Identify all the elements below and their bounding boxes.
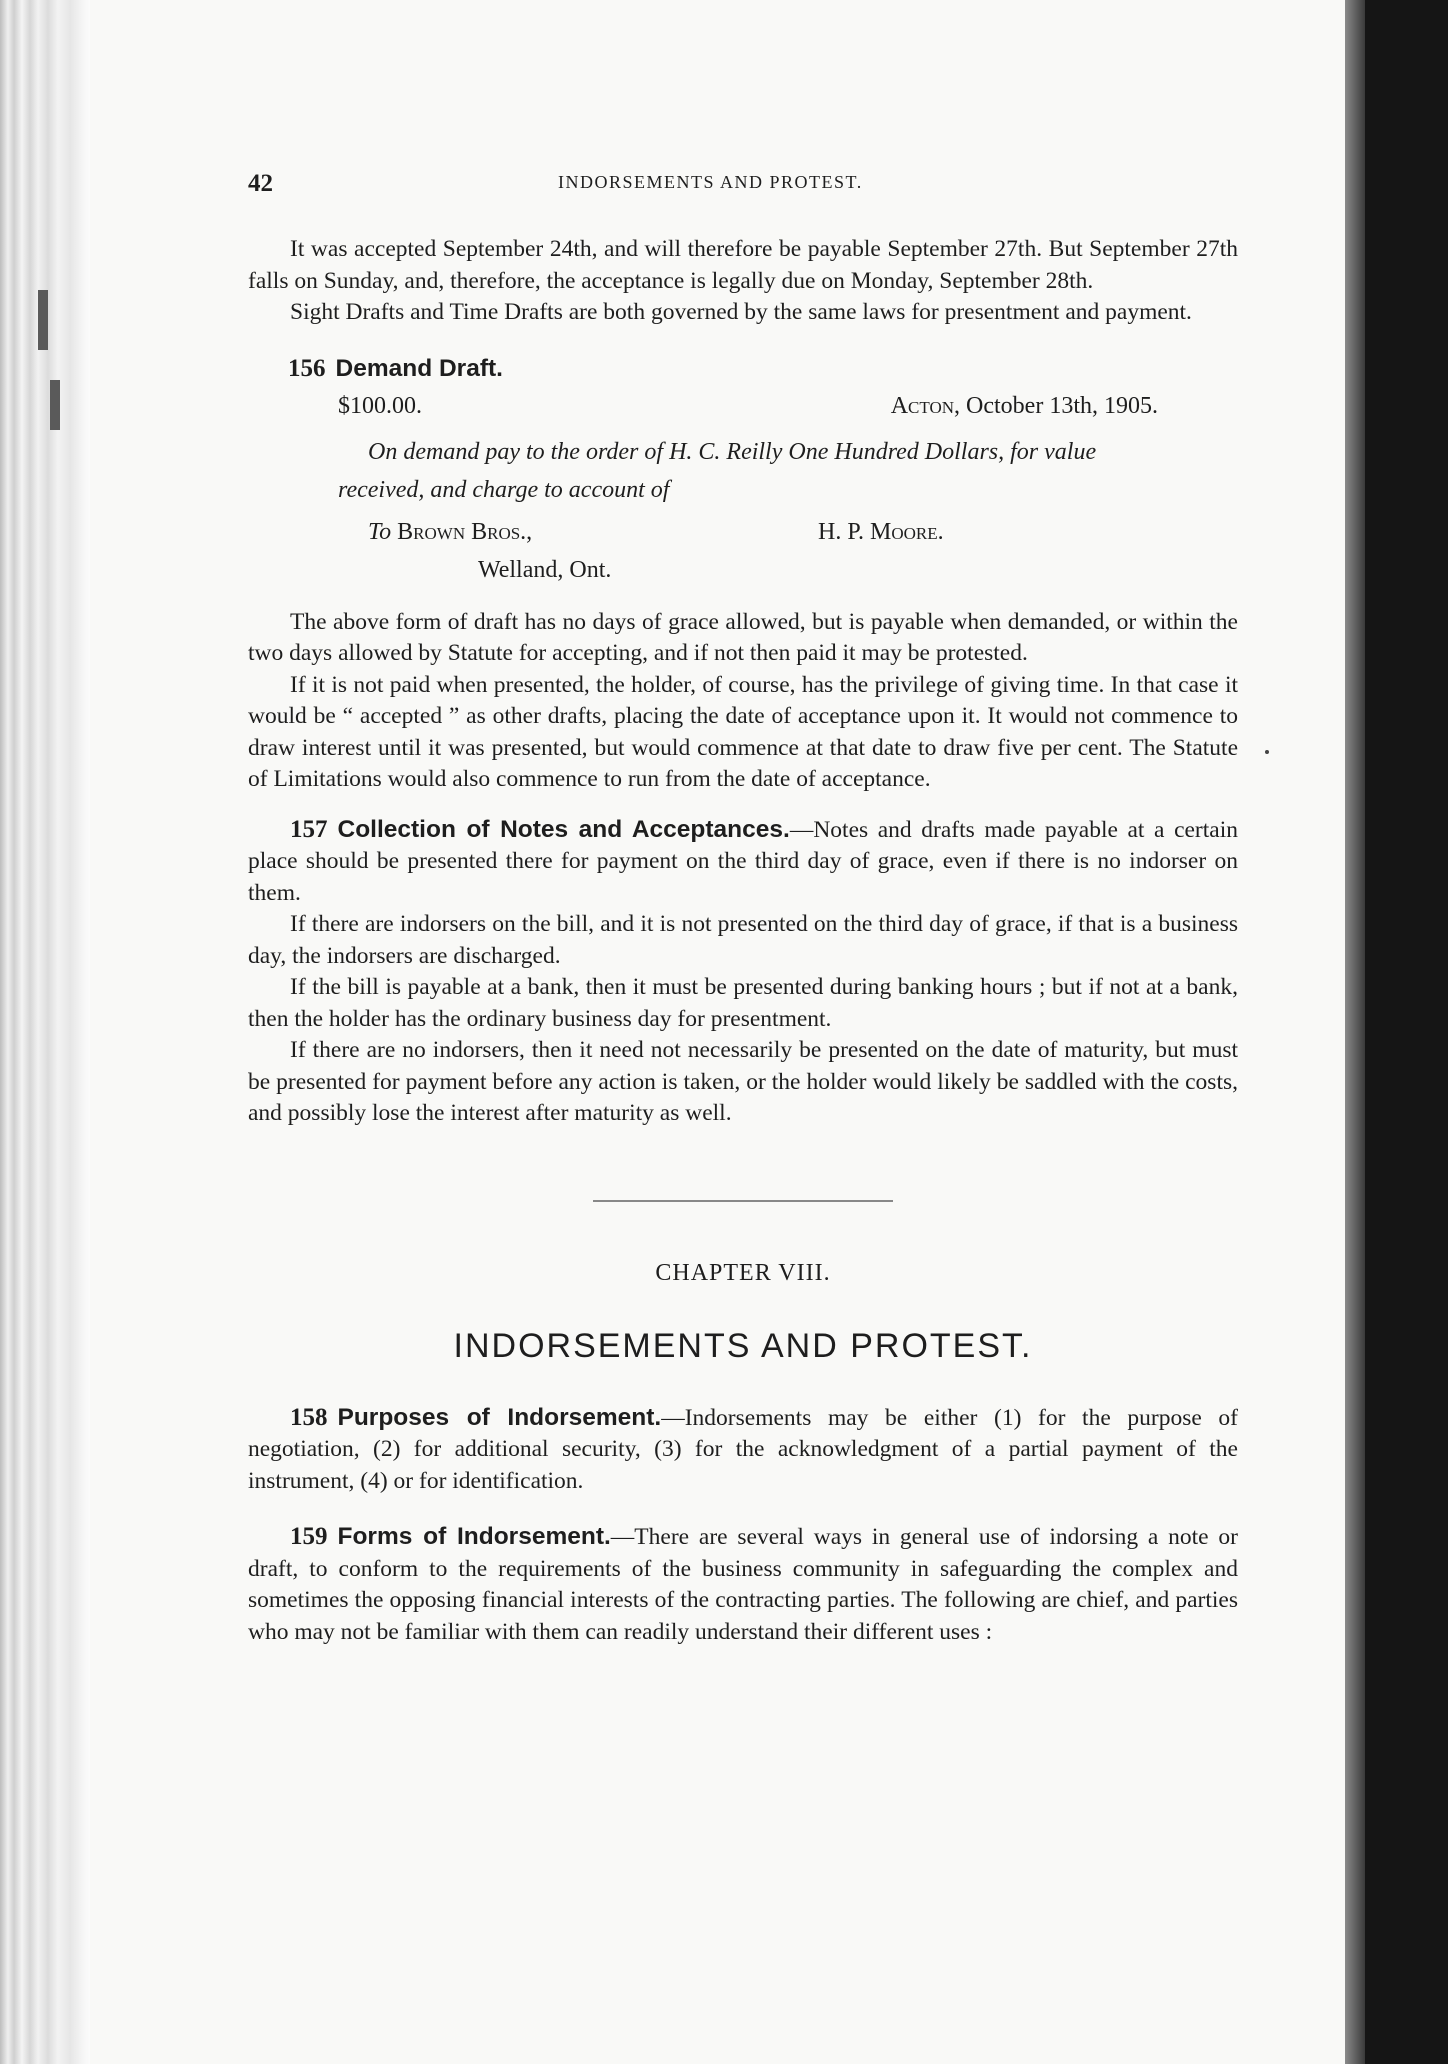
draft-drawer-wrap	[818, 513, 944, 551]
section-157-paragraph-4: If there are no indorsers, then it need not necessarily be presented on the date of maturity, but must be presented for payment before any action is taken, or the holder would likely be saddled with the costs, and possibly lose the interest after maturity as well.	[248, 1037, 1238, 1126]
draft-amount: $100.00.	[338, 392, 422, 419]
draft-date: October 13th, 1905.	[966, 392, 1158, 419]
section-number: 157	[290, 815, 328, 843]
ink-speck	[1265, 750, 1269, 754]
section-title: Collection of Notes and Acceptances.	[337, 815, 790, 843]
section-title: Forms of Indorsement.	[337, 1523, 611, 1550]
draft-amount-row	[338, 387, 1158, 425]
draft-drawee-name: Brown Bros.,	[397, 518, 533, 545]
section-number: 158	[290, 1403, 328, 1431]
section-156-paragraph-2: If it is not paid when presented, the holder, of course, has the privilege of giving time. In that case it would be “ accepted ” as other drafts, placing the date of acceptance upon it. It would not commence to draw interest until it was presented, but would commence at that date to draw five per cent. The Statute of Limitations would also commence to run from the date of acceptance.	[248, 671, 1238, 792]
section-158-paragraph	[248, 1402, 1238, 1498]
draft-drawer: H. P. Moore.	[818, 518, 944, 545]
draft-place: Acton,	[890, 392, 961, 419]
section-158-lead-text: —Indorsements may be either (1) for the purpose of negotiation, (2) for additional security, (3) for the acknowledgment of a partial payment of the instrument, (4) or for identification.	[248, 1404, 1238, 1494]
chapter-title: INDORSEMENTS AND PROTEST.	[453, 1326, 1033, 1365]
section-title: Purposes of Indorsement.	[337, 1403, 662, 1431]
chapter-label: CHAPTER VIII.	[655, 1259, 831, 1286]
section-157-lead-text: —Notes and drafts made payable at a certain place should be presented there for payment on the third day of grace, even if there is no indorser on them.	[248, 816, 1238, 906]
page-content	[248, 170, 1238, 1648]
demand-draft-form	[338, 387, 1158, 589]
section-159-lead-text: —There are several ways in general use of indorsing a note or draft, to conform to the requirements of the business community in safeguarding the complex and sometimes the opposing financial interests of the contracting parties. The following are chief, and parties who may not be familiar with them can readily understand their different uses :	[248, 1524, 1238, 1645]
intro-paragraph-1: It was accepted September 24th, and will therefore be payable September 27th. But September 27th falls on Sunday, and, therefore, the acceptance is legally due on Monday, September 28th.	[248, 236, 1238, 294]
section-156-paragraph-1: The above form of draft has no days of grace allowed, but is payable when demanded, or within the two days allowed by Statute for accepting, and if not then paid it may be protested.	[248, 608, 1238, 666]
section-157-paragraph-2: If there are indorsers on the bill, and it is not presented on the third day of grace, if that is a business day, the indorsers are discharged.	[248, 911, 1238, 969]
draft-to-label: To	[368, 518, 392, 545]
draft-address: Welland, Ont.	[478, 556, 612, 583]
book-binding	[1365, 0, 1448, 2064]
draft-drawee	[368, 519, 532, 545]
section-157-paragraph-lead	[248, 814, 1238, 910]
section-157-paragraph-3: If the bill is payable at a bank, then it must be presented during banking hours ; but if not at a bank, then the holder has the ordinary business day for presentment.	[248, 974, 1238, 1032]
book-gutter	[0, 0, 90, 2064]
running-head: INDORSEMENTS AND PROTEST.	[558, 172, 863, 192]
intro-paragraph-2: Sight Drafts and Time Drafts are both governed by the same laws for presentment and payment.	[290, 299, 1192, 325]
gutter-shadow-mark	[38, 290, 48, 350]
draft-parties-row	[338, 513, 1158, 551]
section-number: 156	[288, 354, 326, 382]
section-divider-rule	[593, 1200, 893, 1202]
page-edge-shadow	[1345, 0, 1365, 2064]
page-header	[248, 170, 1238, 210]
section-156-heading	[288, 351, 1238, 387]
section-159-paragraph	[248, 1521, 1238, 1648]
gutter-shadow-mark	[50, 380, 60, 430]
section-number: 159	[290, 1523, 328, 1550]
draft-place-date	[891, 387, 1158, 425]
section-title: Demand Draft.	[335, 354, 503, 382]
page-number: 42	[248, 170, 273, 197]
draft-body: On demand pay to the order of H. C. Reilly One Hundred Dollars, for value received, and charge to account of	[338, 438, 1097, 503]
